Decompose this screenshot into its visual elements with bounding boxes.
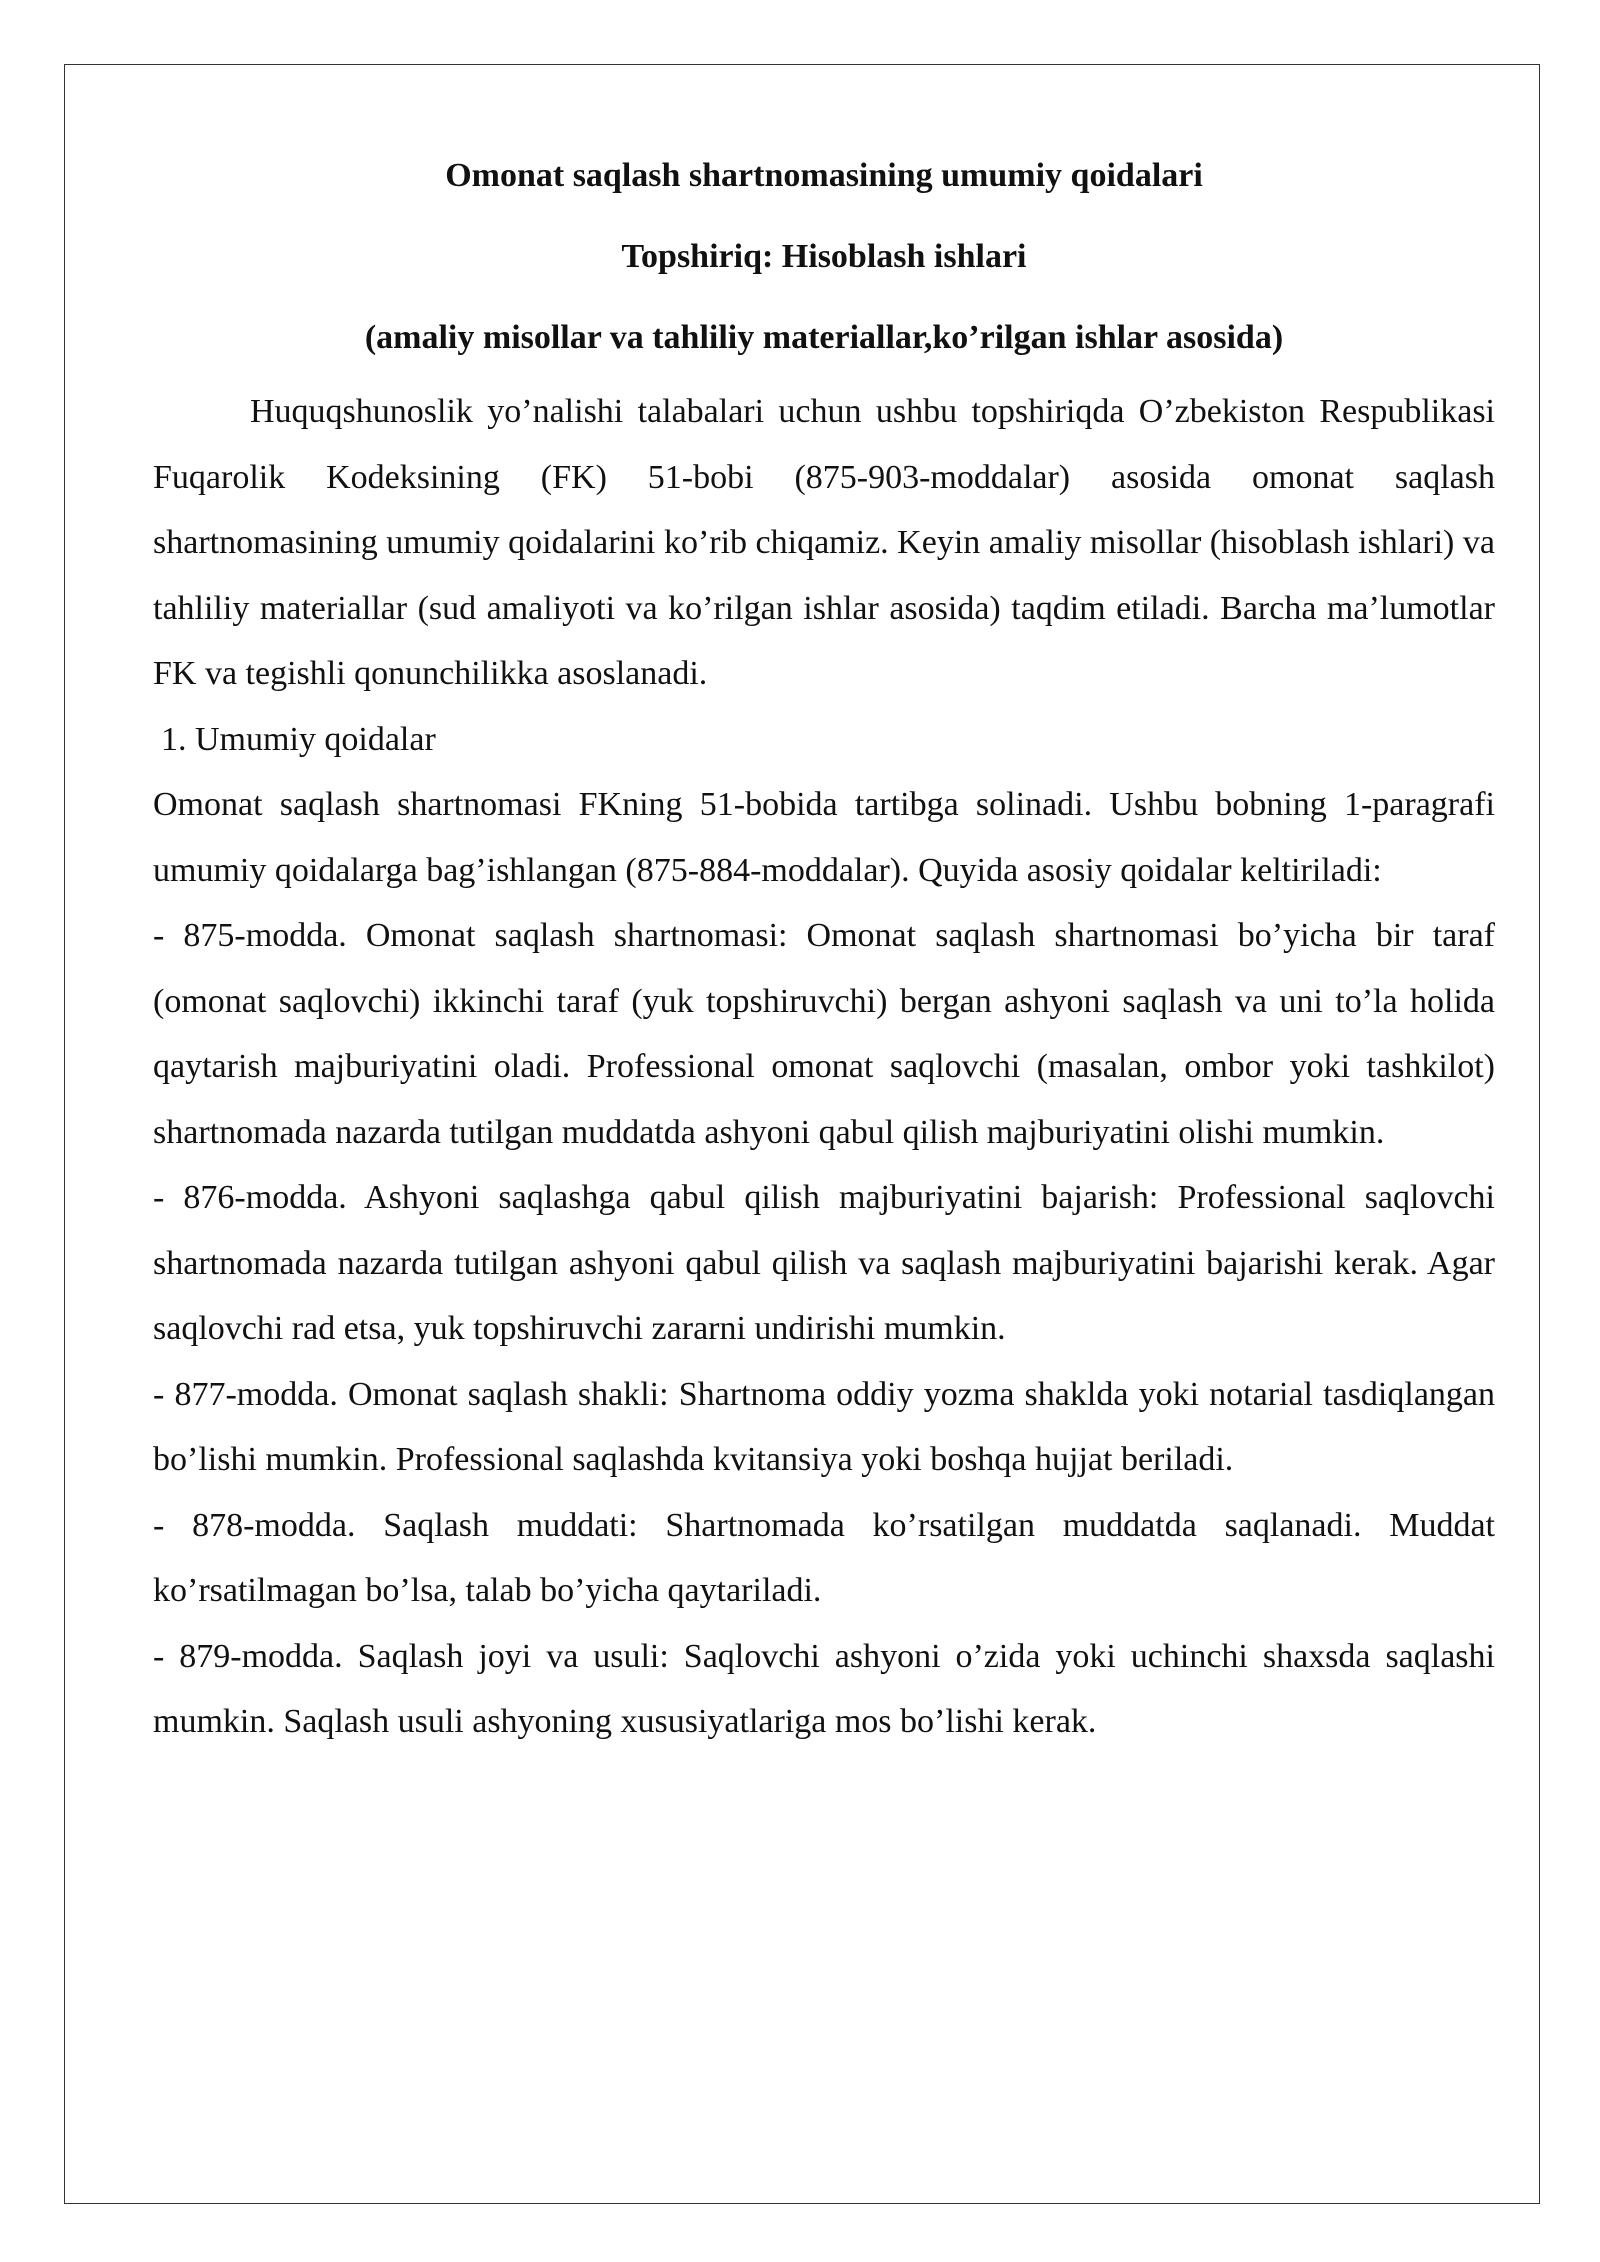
title-block xyxy=(153,150,1495,363)
section-intro-paragraph: Omonat saqlash shartnomasi FKning 51-bobida tartibga solinadi. Ushbu bobning 1-paragrafi umumiy qoidalarga bag’ishlangan (875-884-moddalar). Quyida asosiy qoidalar keltiriladi: xyxy=(153,786,1495,889)
article-879: - 879-modda. Saqlash joyi va usuli: Saqlovchi ashyoni o’zida yoki uchinchi shaxsda saqlashi mumkin. Saqlash usuli ashyoning xususiyatlariga mos bo’lishi kerak. xyxy=(153,1637,1495,1740)
document-title: Omonat saqlash shartnomasining umumiy qoidalari xyxy=(445,157,1203,194)
document-subtitle-note: (amaliy misollar va tahliliy materiallar,ko’rilgan ishlar asosida) xyxy=(364,319,1284,356)
document-body xyxy=(153,150,1495,1755)
article-878: - 878-modda. Saqlash muddati: Shartnomada ko’rsatilgan muddatda saqlanadi. Muddat ko’rsatilmagan bo’lsa, talab bo’yicha qaytariladi. xyxy=(153,1506,1495,1609)
section-heading: 1. Umumiy qoidalar xyxy=(161,720,436,758)
article-876: - 876-modda. Ashyoni saqlashga qabul qilish majburiyatini bajarish: Professional saqlovchi shartnomada nazarda tutilgan ashyoni qabul qilish va saqlash majburiyatini bajarishi kerak. Agar saqlovchi rad etsa, yuk topshiruvchi zararni undirishi mumkin. xyxy=(153,1179,1495,1347)
document-subtitle: Topshiriq: Hisoblash ishlari xyxy=(621,238,1027,275)
intro-paragraph: Huquqshunoslik yo’nalishi talabalari uchun ushbu topshiriqda O’zbekiston Respublikasi Fuqarolik Kodeksining (FK) 51-bobi (875-903-moddalar) asosida omonat saqlash shartnomasining umumiy qoidalarini ko’rib chiqamiz. Keyin amaliy misollar (hisoblash ishlari) va tahliliy materiallar (sud amaliyoti va ko’rilgan ishlar asosida) taqdim etiladi. Barcha ma’lumotlar FK va tegishli qonunchilikka asoslanadi. xyxy=(153,393,1495,692)
article-877: - 877-modda. Omonat saqlash shakli: Shartnoma oddiy yozma shaklda yoki notarial tasdiqlangan bo’lishi mumkin. Professional saqlashda kvitansiya yoki boshqa hujjat beriladi. xyxy=(153,1375,1495,1478)
article-875: - 875-modda. Omonat saqlash shartnomasi: Omonat saqlash shartnomasi bo’yicha bir taraf (omonat saqlovchi) ikkinchi taraf (yuk topshiruvchi) bergan ashyoni saqlash va uni to’la holida qaytarish majburiyatini oladi. Professional omonat saqlovchi (masalan, ombor yoki tashkilot) shartnomada nazarda tutilgan muddatda ashyoni qabul qilish majburiyatini olishi mumkin. xyxy=(153,917,1495,1151)
